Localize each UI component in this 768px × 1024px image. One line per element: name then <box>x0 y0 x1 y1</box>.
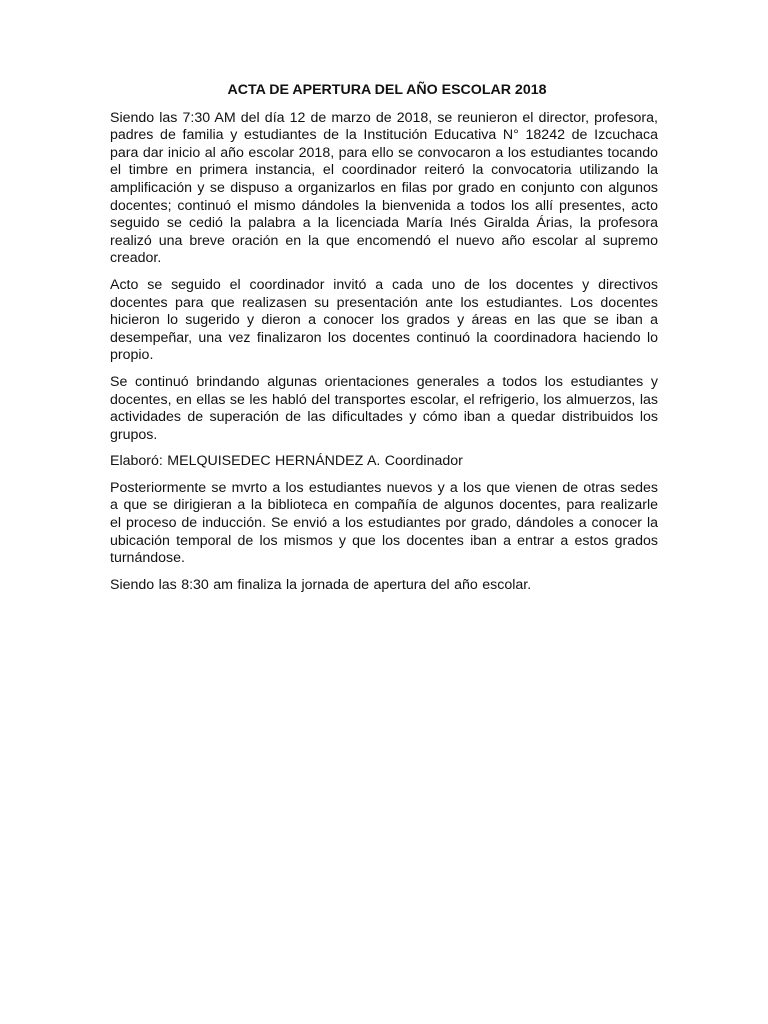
paragraph-author: Elaboró: MELQUISEDEC HERNÁNDEZ A. Coordinador <box>110 453 463 470</box>
paragraph-induction: Posteriormente se mvrto a los estudiantes nuevos y a los que vienen de otras sedes a que se dirigieran a la biblioteca en compañía de algunos docentes, para realizarle el proceso de inducción. Se envió a los estudiantes por grado, dándoles a conocer la ubicación temporal de los mismos y que los docentes iban a entrar a estos grados turnándose. <box>110 479 658 567</box>
paragraph-teacher-presentation: Acto se seguido el coordinador invitó a cada uno de los docentes y directivos docentes para que realizasen su presentación ante los estudiantes. Los docentes hicieron lo sugerido y dieron a conocer los grados y áreas en las que se iban a desempeñar, una vez finalizaron los docentes continuó la coordinadora haciendo lo propio. <box>110 276 658 364</box>
paragraph-orientations: Se continuó brindando algunas orientaciones generales a todos los estudiantes y docentes, en ellas se les habló del transportes escolar, el refrigerio, los almuerzos, las actividades de superación de las dificultades y cómo iban a quedar distribuidos los grupos. <box>110 373 658 443</box>
document-title: ACTA DE APERTURA DEL AÑO ESCOLAR 2018 <box>227 82 547 98</box>
paragraph-closing: Siendo las 8:30 am finaliza la jornada de apertura del año escolar. <box>110 576 532 593</box>
document-page <box>110 82 658 603</box>
paragraph-opening: Siendo las 7:30 AM del día 12 de marzo de 2018, se reunieron el director, profesora, padres de familia y estudiantes de la Institución Educativa N° 18242 de Izcuchaca para dar inicio al año escolar 2018, para ello se convocaron a los estudiantes tocando el timbre en primera instancia, el coordinador reiteró la convocatoria utilizando la amplificación y se dispuso a organizarlos en filas por grado en conjunto con algunos docentes; continuó el mismo dándoles la bienvenida a todos los allí presentes, acto seguido se cedió la palabra a la licenciada María Inés Giralda Árias, la profesora realizó una breve oración en la que encomendó el nuevo año escolar al supremo creador. <box>110 109 658 267</box>
